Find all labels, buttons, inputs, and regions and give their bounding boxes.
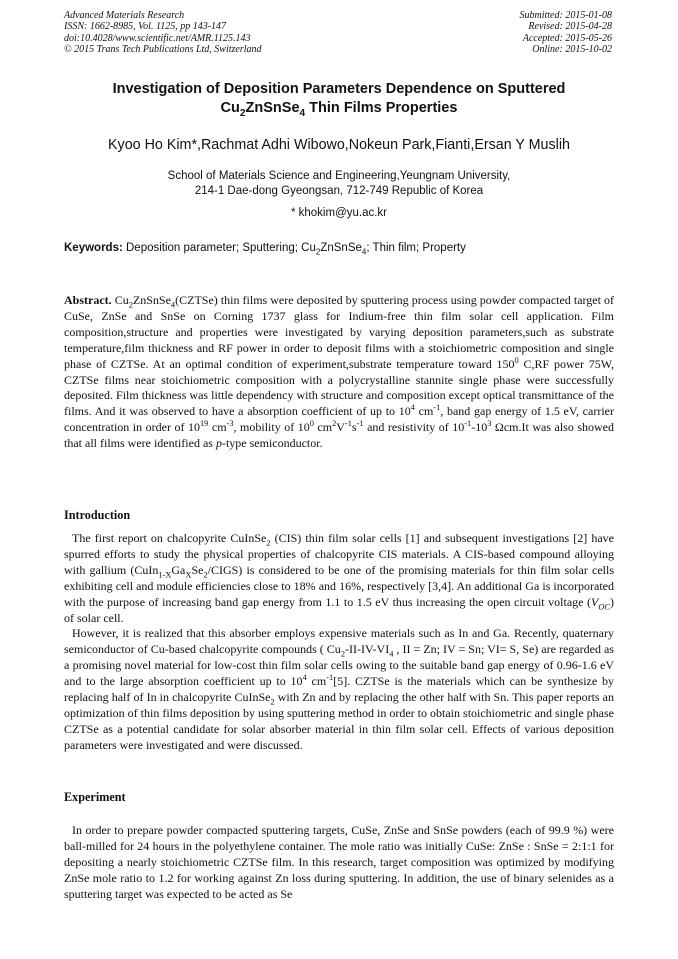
experiment-body — [64, 823, 614, 903]
introduction-paragraph-1: The first report on chalcopyrite CuInSe$_2$ (CIS) thin film solar cells [1] and subsequent investigations [2] have spurred efforts to study the physical properties of chalcopyrite CIS materials. A CIS-based compound alloying with gallium $(CuIn_{1-X}Ga_XSe_2/CIGS)$ is considered to be one of the promising materials for thin film solar cells exhibiting cell and module efficiencies close to 18% and 16%, respectively [3,4]. An additional Ga is incorporated with the purpose of increasing band gap energy from 1.1 to 1.5 eV thus increasing the open circuit voltage $(V_{OC})$ of solar cell. — [64, 531, 614, 625]
section-heading-introduction: Introduction — [64, 508, 131, 522]
title-line-1: Investigation of Deposition Parameters Dependence on Sputtered — [112, 81, 566, 97]
revised-date: Revised: 2015-04-28 — [528, 21, 612, 33]
affiliation-line-1: School of Materials Science and Engineering,Yeungnam University, — [167, 170, 511, 182]
online-date: Online: 2015-10-02 — [532, 44, 612, 56]
journal-name: Advanced Materials Research — [64, 10, 185, 21]
section-heading-experiment: Experiment — [64, 790, 126, 804]
abstract-label: Abstract. — [64, 293, 112, 307]
abstract: Abstract. $Cu_2ZnSnSe_4(CZTSe)$ thin films were deposited by sputtering process using powder compacted target of CuSe, ZnSe and SnSe on Corning 1737 glass for Indium-free thin film solar cell application. Film composition,structure and properties were investigated by varying deposition parameters,such as substrate temperature,film thickness and RF power in order to deposit films with a stoichiometric composition and single phase of CZTSe. At an optimal condition of experiment,substrate temperature toward $150^0$ C,RF power 75W, CZTSe films near stoichiometric composition with a polycrystalline stannite single phase were successfully deposited. Film thickness was little dependency with structure and composition except optical transmittance of the films. And it was observed to have a absorption coefficient of up to $10^4$ $cm^{-1}$, band gap energy of 1.5 eV, carrier concentration in order of $10^{19}$ $cm^{-3}$, mobility of $10^0$ $cm^2V^{-1}s^{-1}$ and resistivity of $10^{-1}-10^3$ Ωcm.It was also showed that all films were identified as p-type semiconductor. — [64, 293, 615, 451]
submitted-date: Submitted: 2015-01-08 — [519, 10, 612, 21]
title-line-2: $Cu_2ZnSnSe_4$ Thin Films Properties — [220, 99, 458, 119]
introduction-paragraph-2: However, it is realized that this absorber employs expensive materials such as In and Ga. Recently, quaternary semiconductor of Cu-based chalcopyrite compounds ( $Cu_2-II-IV-VI_4$ , II = Zn; IV = Sn; VI= S, Se) are regarded as a promising novel material for low-cost thin film solar cells owing to the suitable band gap energy of 0.96-1.6 eV and to the large absorption coefficient up to $10^4$ $cm^{-1}[5]$. CZTSe is the materials which can be synthesize by replacing half of In in chalcopyrite CuInSe$_2$ with Zn and by replacing the other half with Sn. This paper reports an optimization of thin films deposition by using sputtering method in order to obtain stoichiometric and single phase CZTSe as a potential candidate for solar absorber material in thin film solar cell. Effects of various deposition parameters were investigated and were discussed. — [64, 626, 614, 752]
journal-doi[interactable]: doi:10.4028/www.scientific.net/AMR.1125.143 — [64, 32, 251, 44]
journal-header-left — [64, 10, 262, 56]
affiliation-line-2: 214-1 Dae-dong Gyeongsan, 712-749 Republic of Korea — [194, 184, 484, 197]
accepted-date: Accepted: 2015-05-26 — [522, 32, 612, 44]
keywords-label: Keywords: — [64, 242, 123, 254]
journal-copyright: © 2015 Trans Tech Publications Ltd, Switzerland — [64, 44, 262, 56]
journal-issn: ISSN: 1662-8985, Vol. 1125, pp 143-147 — [64, 21, 227, 33]
journal-header-right — [520, 10, 613, 56]
affiliation — [40, 169, 638, 198]
author-list: Kyoo Ho Kim*,Rachmat Adhi Wibowo,Nokeun Park,Fianti,Ersan Y Muslih — [108, 137, 570, 153]
experiment-paragraph-1: In order to prepare powder compacted sputtering targets, CuSe, ZnSe and SnSe powders (each of 99.9 %) were ball-milled for 24 hours in the polyethylene container. The mole ratio was initially CuSe: ZnSe : SnSe = 2:1:1 for depositing a nearly stoichiometric CZTSe film. In this research, target composition was optimized by modifying ZnSe mole ratio to 1.2 for working against Zn loss during sputtering. In addition, the use of binary selenides as a sputtering target was expected to be acted as Se — [64, 823, 614, 901]
corresponding-email[interactable]: * khokim@yu.ac.kr — [290, 207, 388, 219]
paper-title — [40, 80, 638, 117]
keywords: Keywords: Deposition parameter; Sputtering; $Cu_2ZnSnSe_4$; Thin film; Property — [64, 242, 466, 257]
introduction-body — [64, 531, 614, 754]
